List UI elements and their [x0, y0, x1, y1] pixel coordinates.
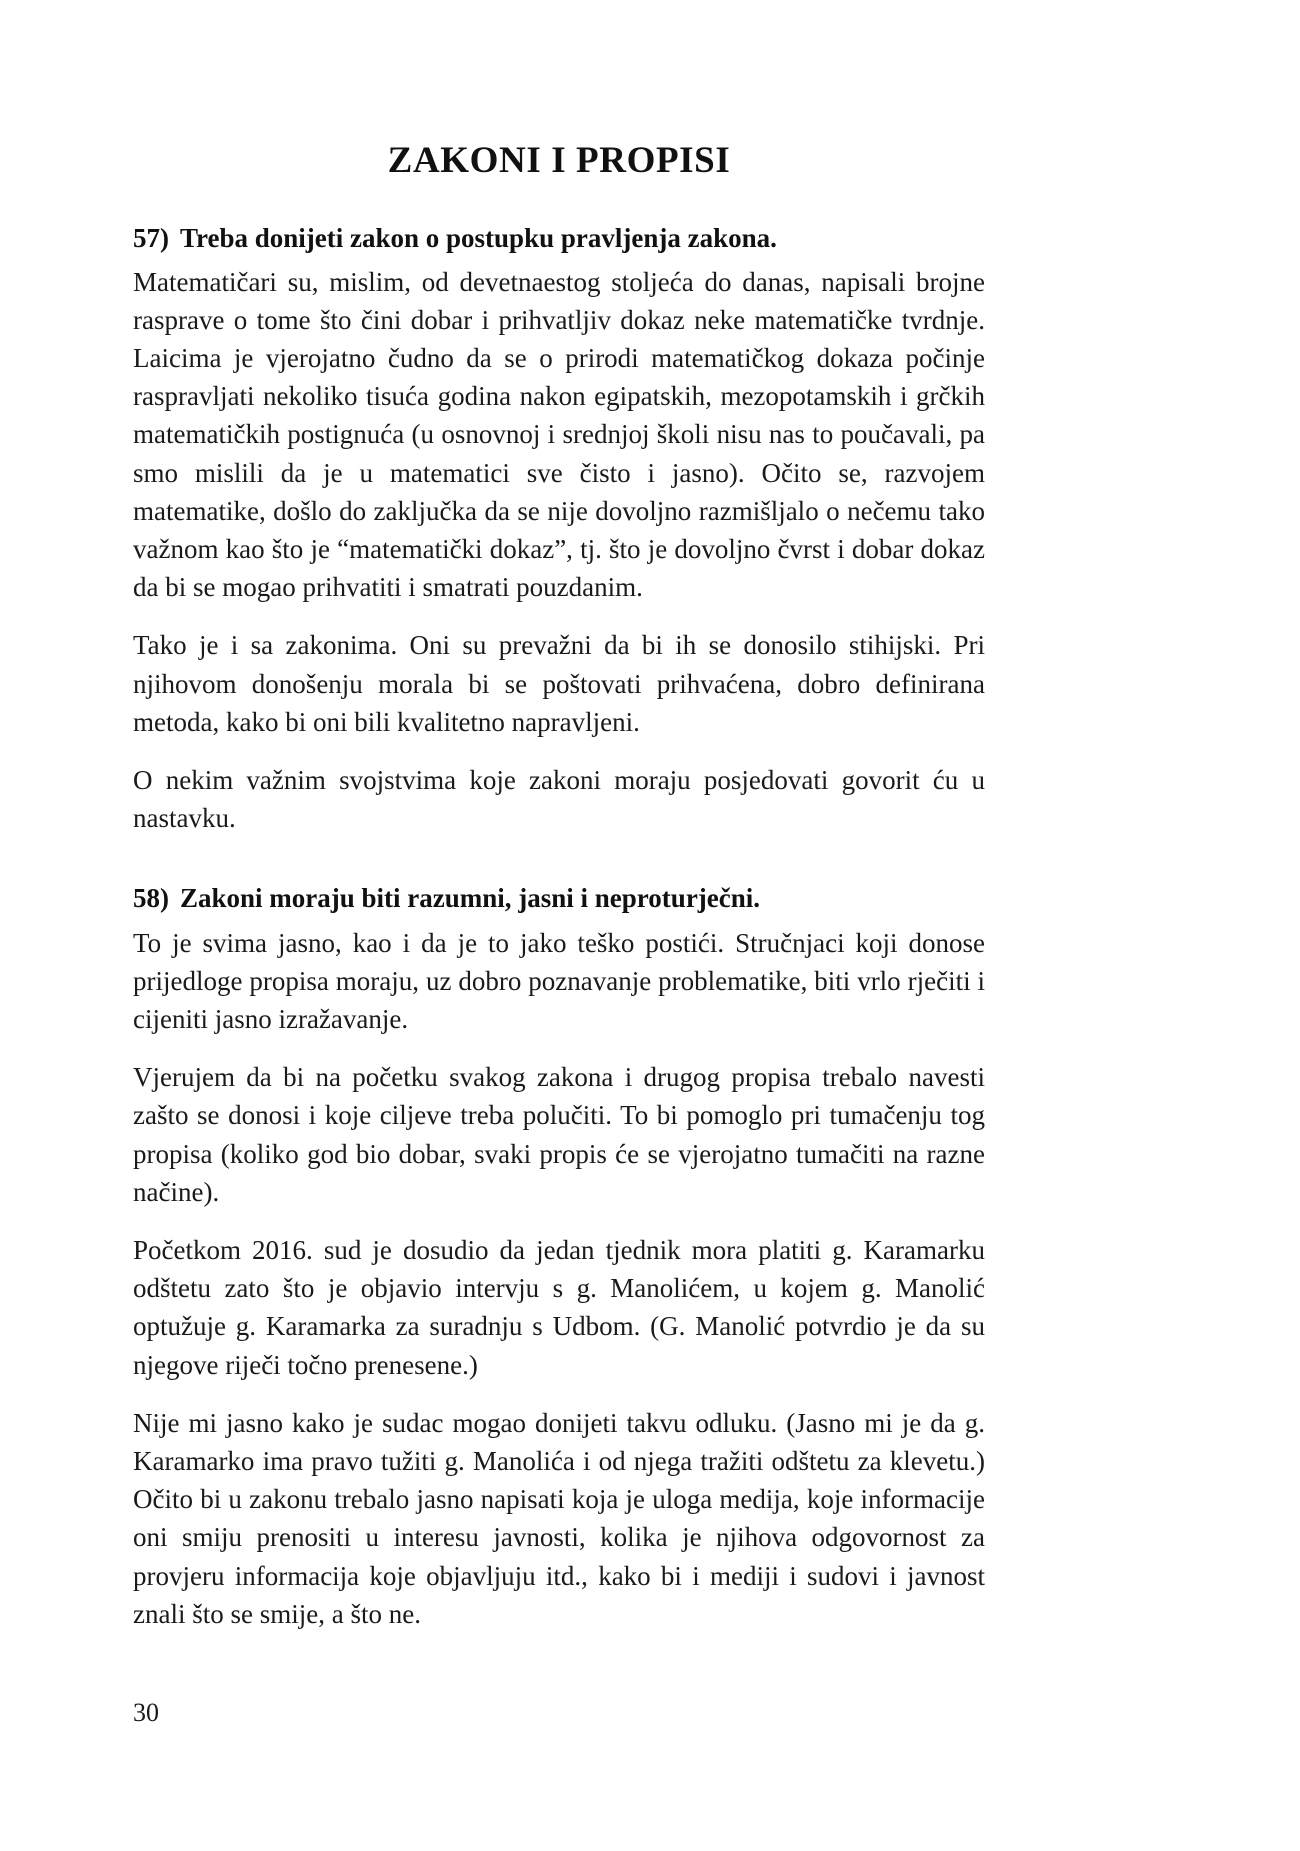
paragraph: Početkom 2016. sud je dosudio da jedan tjednik mora platiti g. Karamarku odštetu zato što je objavio intervju s g. Manolićem, u kojem g. Manolić optužuje g. Karamarka za suradnju s Udbom. (G. Manolić potvrdio je da su njegove riječi točno prenesene.)	[133, 1235, 985, 1380]
page-title: ZAKONI I PROPISI	[387, 140, 731, 181]
paragraph: Matematičari su, mislim, od devetnaestog stoljeća do danas, napisali brojne rasprave o tome što čini dobar i prihvatljiv dokaz neke matematičke tvrdnje. Laicima je vjerojatno čudno da se o prirodi matematičkog dokaza počinje raspravljati nekoliko tisuća godina nakon egipatskih, mezopotamskih i grčkih matematičkih postignuća (u osnovnoj i srednjoj školi nisu nas to poučavali, pa smo mislili da je u matematici sve čisto i jasno). Očito se, razvojem matematike, došlo do zaključka da se nije dovoljno razmišljalo o nečemu tako važnom kao što je “matematički dokaz”, tj. što je dovoljno čvrst i dobar dokaz da bi se mogao prihvatiti i smatrati pouzdanim.	[133, 266, 985, 603]
page-number: 30	[133, 1698, 159, 1727]
section-heading-58	[133, 881, 985, 916]
paragraph: Nije mi jasno kako je sudac mogao donijeti takvu odluku. (Jasno mi je da g. Karamarko ima pravo tužiti g. Manolića i od njega tražiti odštetu za klevetu.) Očito bi u zakonu trebalo jasno napisati koja je uloga medija, koje informacije oni smiju prenositi u interesu javnosti, kolika je njihova odgovornost za provjeru informacija koje objavljuju itd., kako bi i mediji i sudovi i javnost znali što se smije, a što ne.	[133, 1407, 985, 1629]
page-text-column	[133, 140, 985, 1653]
paragraph: Vjerujem da bi na početku svakog zakona i drugog propisa trebalo navesti zašto se donosi i koje ciljeve treba polučiti. To bi pomoglo pri tumačenju tog propisa (koliko god bio dobar, svaki propis će se vjerojatno tumačiti na razne načine).	[133, 1062, 985, 1207]
paragraph: O nekim važnim svojstvima koje zakoni moraju posjedovati govorit ću u nastavku.	[133, 765, 985, 834]
section-heading-text-57: Treba donijeti zakon o postupku pravljenja zakona.	[180, 222, 777, 253]
section-heading-57	[133, 221, 985, 256]
paragraph: To je svima jasno, kao i da je to jako teško postići. Stručnjaci koji donose prijedloge propisa moraju, uz dobro poznavanje problematike, biti vrlo rječiti i cijeniti jasno izražavanje.	[133, 927, 985, 1034]
section-heading-text-58: Zakoni moraju biti razumni, jasni i neproturječni.	[180, 883, 761, 914]
section-number-58: 58)	[133, 883, 169, 914]
paragraph: Tako je i sa zakonima. Oni su prevažni da bi ih se donosilo stihijski. Pri njihovom donošenju morala bi se poštovati prihvaćena, dobro definirana metoda, kako bi oni bili kvalitetno napravljeni.	[133, 630, 985, 737]
section-number-57: 57)	[133, 222, 169, 253]
